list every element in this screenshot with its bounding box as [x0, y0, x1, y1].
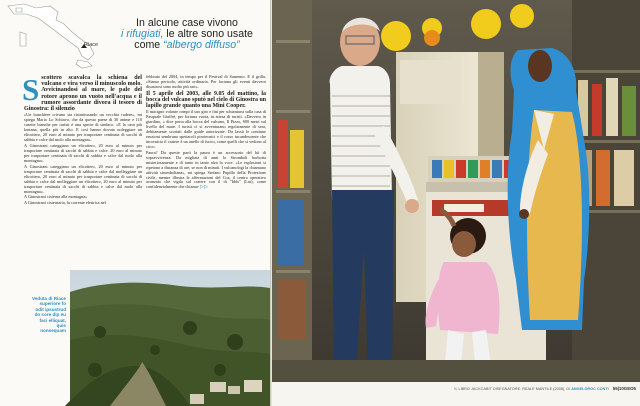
- dropcap: S: [22, 72, 40, 107]
- paragraph: [146, 151, 266, 191]
- wall-clock-icon: [424, 30, 440, 46]
- map-label-riace: Riace: [84, 42, 99, 48]
- credit-source: ANGELOROC CONTI: [571, 387, 609, 391]
- paragraph: A Ginostrani categgiano un elicottero, 20 euro al minuto per trasportare centinaia di sacchi di sabbia e calce. 20 euro al minuto per trasportare centinaia di sacchi di sabbia e calce dal molo alla montagna».: [24, 142, 142, 163]
- page-footer: [422, 386, 636, 391]
- paragraph-lead: Il 5 aprile del 2003, alle 9.05 del mattino, la bocca del vulcano sputò nel cielo di Ginostra un lapillo grande quanto una Mini Cooper.: [146, 90, 266, 110]
- paragraph: «Un bunchiere crivano sta ristrutturando un vecchio rudere», mi spiega Mario Lo Schiavo, che da questo paese di 30 anime e 110 casette bianche per turisti è una specie di sindaco. «E la casa più lontana, quella più in alto. E così hanno dovuto noleggiare un elicottero, 20 euro al minuto per trasportare centinaia di sacchi di sabbia e calce dal molo alla montagna».: [24, 112, 142, 142]
- headline: [104, 18, 270, 51]
- article-lead: [22, 72, 142, 113]
- headline-accent2: “albergo diffuso”: [163, 39, 240, 51]
- headline-line2: le altre sono usate: [163, 28, 253, 40]
- page-number: 55|10GEO5: [612, 386, 636, 391]
- paragraph: Il macigno volante compi il suo giro e finì per schiantarsi sulla casa di Pasquale Giuffrè, per fortuna vuota, in attesa di turisti. «Davvero in giardino, » dice porta alla bocca del vulcano, Il Pizzo, 900 metri sul livello del mare. I turisti ci si avventurano regolarmente di sera, debitamente scortati dalle guide autorizzate. Da lassù le continue eruzioni sembrano spettacoli pirotecnici e il rosso incandescente che incornicia il cratere è un anello di fuoco, come quelli che si vedono al circo.: [146, 109, 266, 149]
- paragraph: febbraio del 2004, in tempo per il Festival di Sanremo. E il grilla. «Siamo pericolo, attività ordinaria. Per fortuna gli eventi davvero disastrosi sono molto più rari».: [146, 74, 266, 89]
- right-page: [272, 0, 640, 406]
- lead-text: scottero scavalca la schiena del vulcano e vira verso il minuscolo molo. Avvicinandosi al mare, le pale del rotore aprono un vuoto nell'acqua e il rumore assordante divora il tesoro di Ginostra: il silenzio: [24, 75, 142, 113]
- headline-accent1: i rifugiati,: [121, 28, 164, 40]
- photo-caption: Veduta di Riace superiore fo odit ipsustrud do core dip eu faci elliquat, quis nonsequam: [32, 296, 66, 334]
- paragraph-text: Paura? Da queste parti la paura è un accessorio del kit di sopravvivenza. Da migliaia di anni lo Stromboli borbotta misteriosamente e di tanto in tanto alza la voce. «Le esplosioni si ripetono a distanza di ore, se non di minuti. I vulcanologi la chiamano attività stromboliana», mi spiega Stefano Pupillo della Protezione civile, mentre illustra le affermazioni del Coa, il centro operativo avanzato che vigila sul cratere con il di "Idds" (Lui), come confidenzialmente che chiama-: [146, 149, 266, 190]
- credit-label: IL LIBRO: [454, 387, 470, 391]
- continue-icon: ▷▷: [200, 184, 208, 191]
- left-page: [0, 0, 270, 406]
- article-column-2: [146, 75, 266, 261]
- paragraph: A Ginostrani categgiano un elicottero, 20 euro al minuto per trasportare centinaia di sacchi di sabbia e calce dal molleggiare un elicottero, 20 euro al minuto per trasportare centinaia di sacchi di sabbia e calce dal molleggiare un elicottero, 20 euro al minuto per trasportare centinaia di sacchi di sabbia e calce dal molo alla montagna».: [24, 163, 142, 194]
- paragraph: A Ginostrani cisternaria, la corrente elettrica nel: [24, 200, 106, 206]
- shop-photo: [272, 0, 640, 382]
- headline-line3: come: [134, 39, 164, 51]
- article-column-1: [22, 72, 142, 261]
- paragraph: A Ginostrani cisterna alla montagna»: [24, 194, 88, 200]
- italy-map: [6, 2, 114, 68]
- price-sign-icon: [381, 21, 411, 51]
- headline-line1: In alcune case vivono: [136, 17, 238, 29]
- landscape-photo: [70, 270, 270, 406]
- credit-text: JACKCABIT DISEGNATORE. REALE MANTILE (2008), DI: [470, 387, 571, 391]
